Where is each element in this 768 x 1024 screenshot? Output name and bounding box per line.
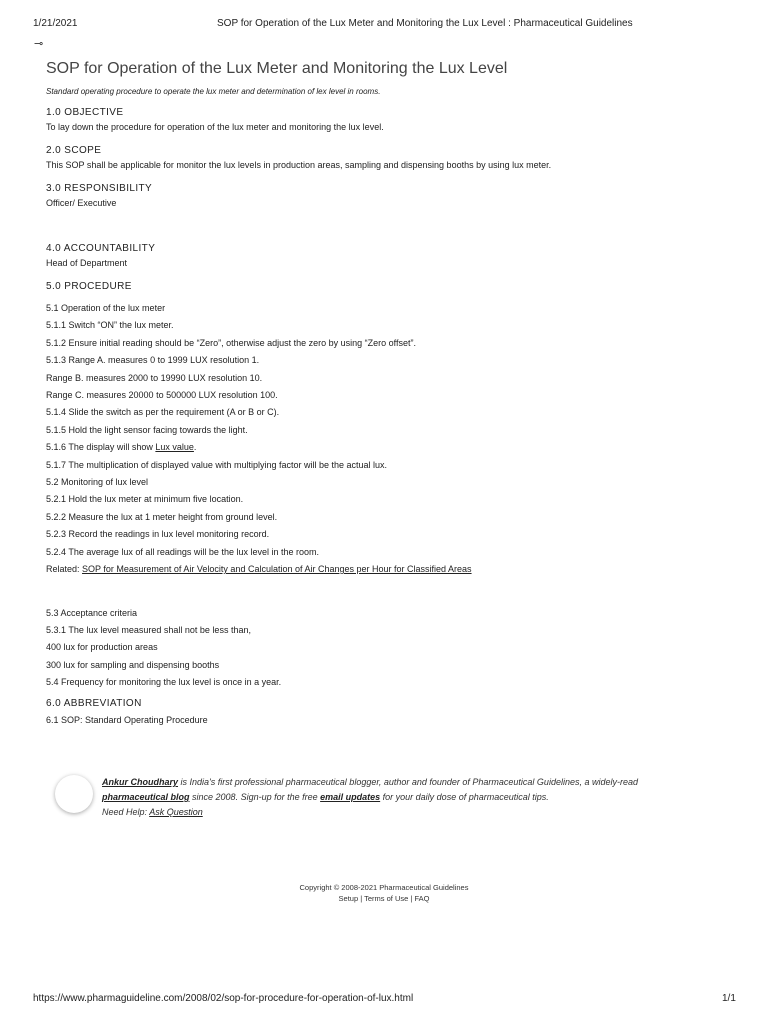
- step-516-suffix: .: [193, 442, 197, 453]
- responsibility-text: Officer/ Executive: [46, 198, 117, 208]
- list-item: [46, 439, 736, 456]
- list-item: Range C. measures 20000 to 500000 LUX resolution 100.: [46, 390, 278, 401]
- accountability-heading: 4.0 ACCOUNTABILITY: [46, 243, 156, 254]
- lux-value-link[interactable]: Lux value: [155, 442, 194, 453]
- blog-link[interactable]: pharmaceutical blog: [102, 792, 190, 802]
- list-item: 5.2.2 Measure the lux at 1 meter height from ground level.: [46, 511, 278, 522]
- list-item: 5.1.7 The multiplication of displayed value with multiplying factor will be the actual lux.: [46, 459, 388, 470]
- setup-link[interactable]: Setup: [338, 894, 359, 903]
- list-item: 5.2.1 Hold the lux meter at minimum five location.: [46, 494, 244, 505]
- related-label: Related:: [46, 564, 83, 575]
- list-item: 5.1 Operation of the lux meter: [46, 303, 166, 313]
- list-item: 5.4 Frequency for monitoring the lux level is once in a year.: [46, 677, 282, 688]
- scope-heading: 2.0 SCOPE: [46, 145, 102, 156]
- article-subtitle: Standard operating procedure to operate the lux meter and determination of lex level in rooms.: [46, 87, 381, 96]
- terms-link[interactable]: Terms of Use: [364, 894, 409, 903]
- print-date: 1/21/2021: [33, 18, 78, 29]
- step-516-text: 5.1.6 The display will show: [46, 442, 156, 453]
- copyright-block: [0, 882, 768, 904]
- list-item: 5.3.1 The lux level measured shall not be less than,: [46, 624, 251, 635]
- accountability-text: Head of Department: [46, 258, 128, 268]
- abbreviation-heading: 6.0 ABBREVIATION: [46, 697, 142, 709]
- scope-text: This SOP shall be applicable for monitor the lux levels in production areas, sampling and dispensing booths by using lux meter.: [46, 160, 552, 170]
- separator: |: [408, 894, 415, 903]
- objective-heading: 1.0 OBJECTIVE: [46, 107, 124, 118]
- list-item: 5.2.4 The average lux of all readings will be the lux level in the room.: [46, 546, 319, 557]
- list-item: 5.1.1 Switch “ON” the lux meter.: [46, 320, 174, 331]
- acceptance-list: [46, 605, 736, 692]
- list-item: 300 lux for sampling and dispensing booths: [46, 659, 220, 670]
- list-item: 5.2 Monitoring of lux level: [46, 477, 149, 488]
- author-name-link[interactable]: Ankur Choudhary: [102, 777, 179, 787]
- author-box: [55, 775, 745, 820]
- bio-text-2: since 2008. Sign-up for the free: [189, 792, 321, 802]
- list-item: 5.2.3 Record the readings in lux level monitoring record.: [46, 529, 270, 540]
- responsibility-heading: 3.0 RESPONSIBILITY: [46, 183, 153, 194]
- author-bio: [102, 775, 722, 820]
- list-item: 400 lux for production areas: [46, 642, 158, 653]
- related-article-link[interactable]: SOP for Measurement of Air Velocity and Calculation of Air Changes per Hour for Classified Areas: [82, 564, 472, 575]
- separator: |: [358, 894, 365, 903]
- related-line: [46, 561, 736, 578]
- print-url: https://www.pharmaguideline.com/2008/02/sop-for-procedure-for-operation-of-lux.html: [33, 993, 414, 1004]
- share-arrow-icon[interactable]: ⊸: [34, 38, 44, 50]
- objective-text: To lay down the procedure for operation of the lux meter and monitoring the lux level.: [46, 122, 384, 132]
- bio-text-1: is India's first professional pharmaceutical blogger, author and founder of Pharmaceutical Guidelines, a widely-read: [178, 777, 638, 787]
- list-item: 5.1.3 Range A. measures 0 to 1999 LUX resolution 1.: [46, 355, 260, 366]
- procedure-heading: 5.0 PROCEDURE: [46, 281, 132, 292]
- list-item: 5.3 Acceptance criteria: [46, 607, 138, 618]
- avatar: [55, 775, 93, 813]
- copyright-text: Copyright © 2008-2021 Pharmaceutical Guidelines: [299, 883, 469, 892]
- abbreviation-text: 6.1 SOP: Standard Operating Procedure: [46, 714, 208, 725]
- list-item: 5.1.5 Hold the light sensor facing towards the light.: [46, 424, 248, 435]
- print-page-title: SOP for Operation of the Lux Meter and Monitoring the Lux Level : Pharmaceutical Guidelines: [217, 18, 633, 29]
- bio-text-3: for your daily dose of pharmaceutical tips.: [380, 792, 549, 802]
- email-updates-link[interactable]: email updates: [320, 792, 381, 802]
- list-item: 5.1.2 Ensure initial reading should be “Zero”, otherwise adjust the zero by using “Zero offset”.: [46, 337, 417, 348]
- article: [46, 60, 736, 738]
- list-item: Range B. measures 2000 to 19990 LUX resolution 10.: [46, 372, 263, 383]
- article-title: SOP for Operation of the Lux Meter and Monitoring the Lux Level: [46, 60, 508, 77]
- ask-question-link[interactable]: Ask Question: [149, 807, 203, 817]
- procedure-list: [46, 300, 736, 579]
- print-page-number: 1/1: [722, 993, 736, 1004]
- list-item: 5.1.4 Slide the switch as per the requirement (A or B or C).: [46, 407, 280, 418]
- faq-link[interactable]: FAQ: [414, 894, 430, 903]
- footer-links: [0, 893, 768, 904]
- help-label: Need Help:: [102, 807, 150, 817]
